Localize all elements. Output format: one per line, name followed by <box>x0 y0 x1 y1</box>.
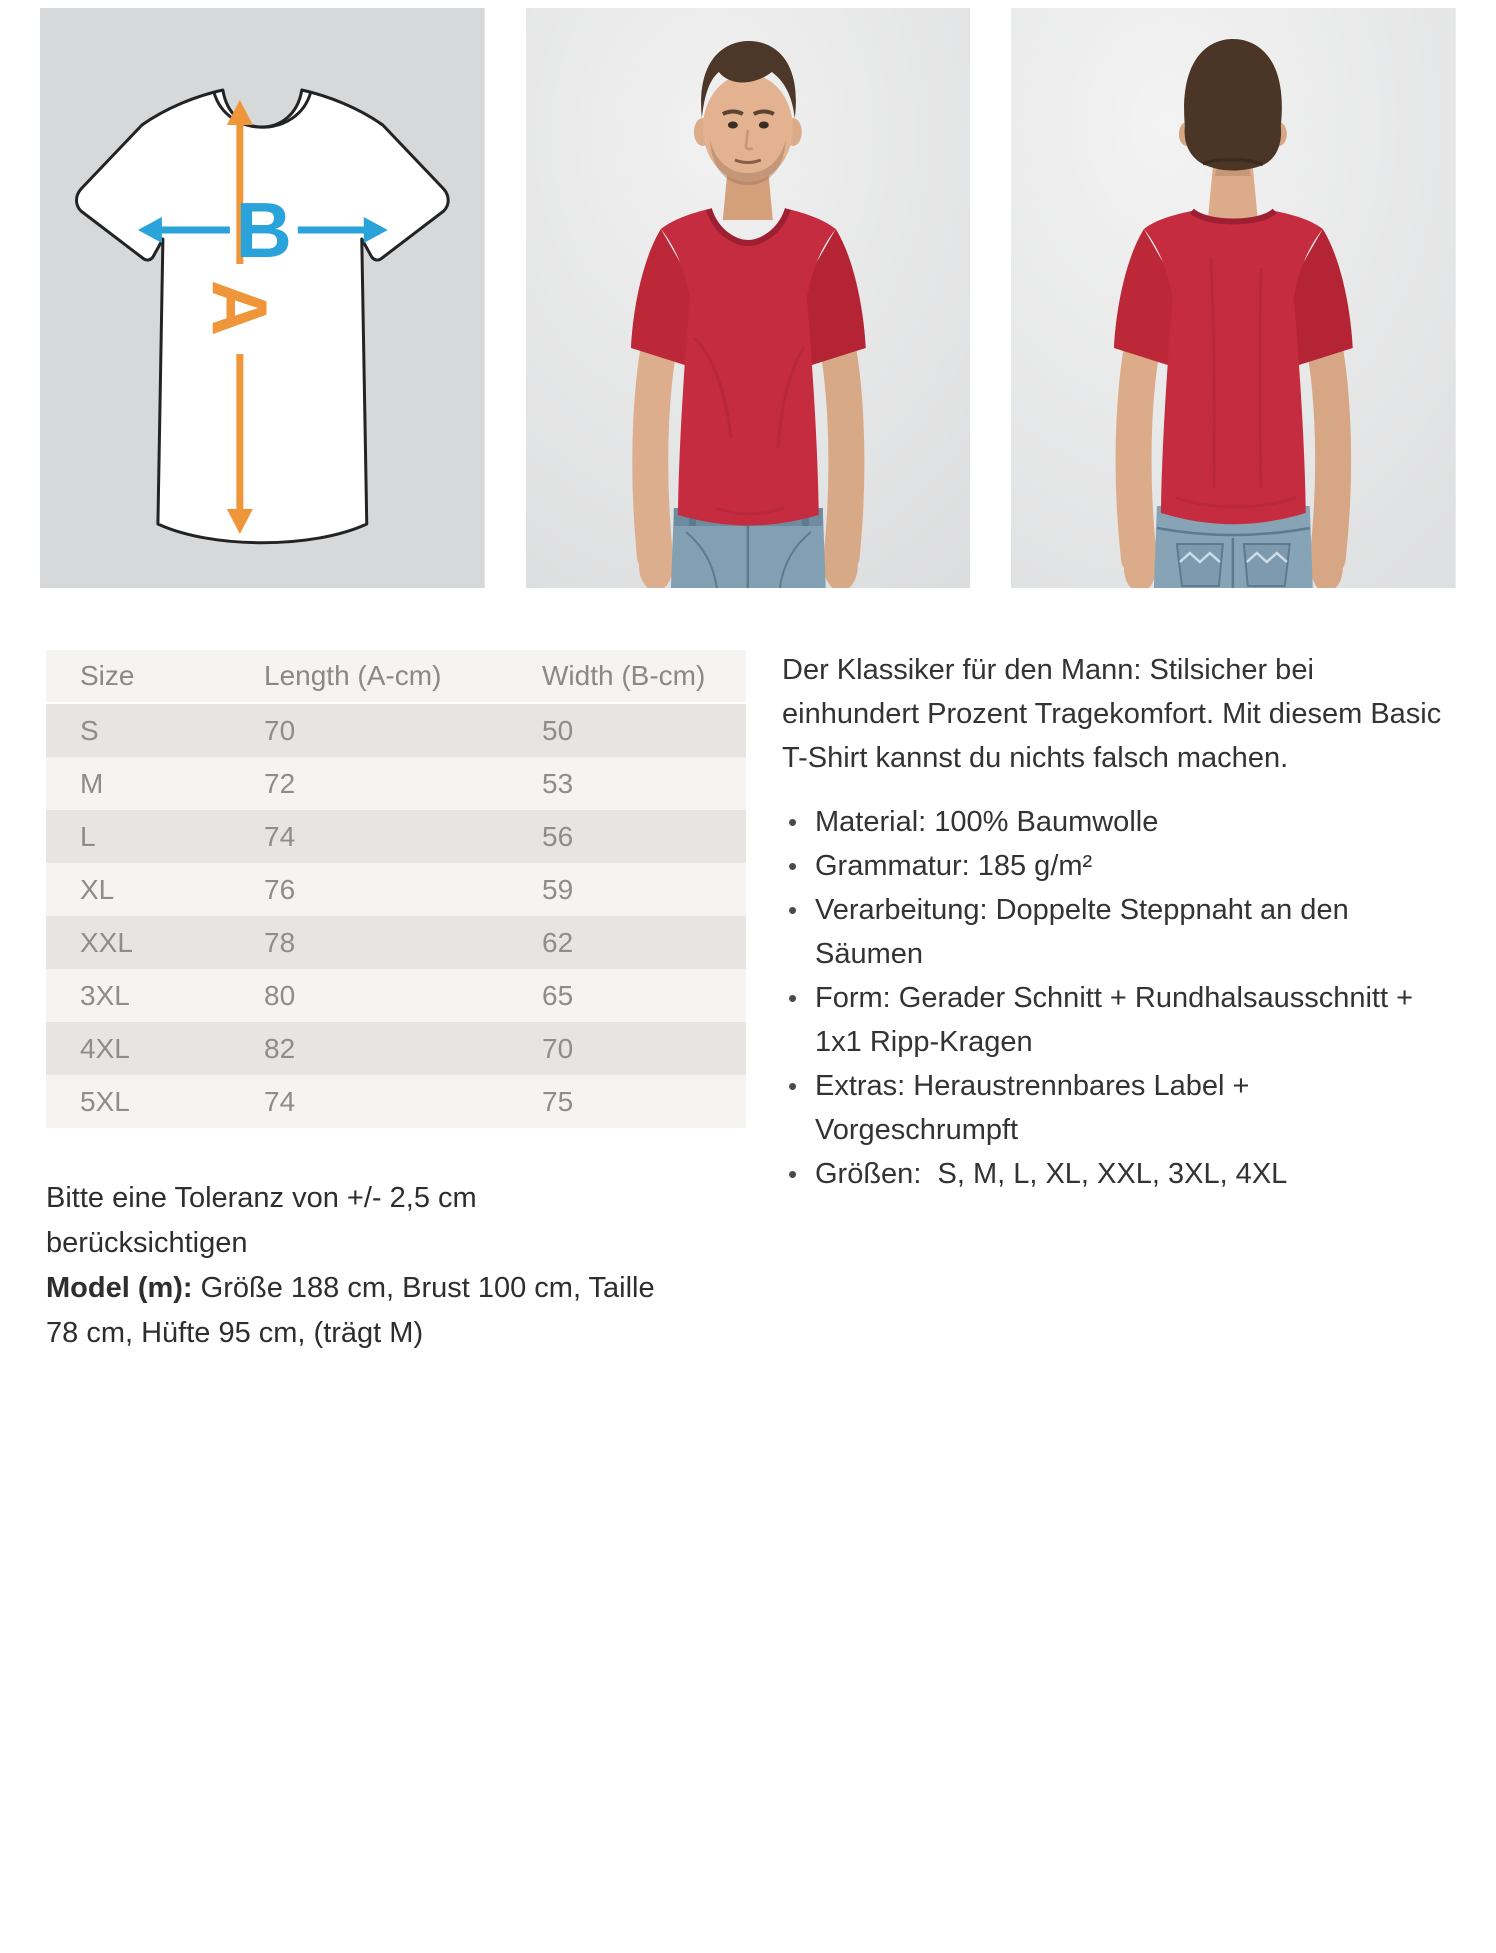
bullet-text: Extras: Heraustrennbares Label + Vorgeschrumpft <box>815 1070 1258 1146</box>
description-bullets <box>782 800 1458 1196</box>
cell-size: 3XL <box>80 979 130 1011</box>
cell-size: M <box>80 767 104 799</box>
cell-width: 53 <box>542 767 574 799</box>
cell-size: XL <box>80 873 115 905</box>
cell-length: 74 <box>264 820 296 852</box>
bullet-text: Größen: S, M, L, XL, XXL, 3XL, 4XL <box>815 1158 1288 1190</box>
description-intro: Der Klassiker für den Mann: Stilsicher bei einhundert Prozent Tragekomfort. Mit diesem Basic T-Shirt kannst du nichts falsch machen. <box>782 654 1442 774</box>
cell-width: 75 <box>542 1085 574 1117</box>
column-header-size: Size <box>80 660 135 691</box>
bullet-item <box>782 976 1458 1064</box>
model-front-illustration <box>526 8 971 588</box>
tolerance-note: Bitte eine Toleranz von +/- 2,5 cm berücksichtigen <box>46 1182 477 1259</box>
size-table <box>46 650 746 1128</box>
cell-width: 62 <box>542 926 574 958</box>
back-pocket-left <box>1177 544 1223 586</box>
column-header-width: Width (B-cm) <box>542 660 706 691</box>
bullet-text: Grammatur: 185 g/m² <box>815 850 1093 882</box>
bullet-text: Form: Gerader Schnitt + Rundhalsausschnitt + 1x1 Ripp-Kragen <box>815 982 1422 1058</box>
product-images-row <box>40 8 1456 588</box>
bullet-icon <box>788 888 797 932</box>
column-header-length: Length (A-cm) <box>264 660 442 691</box>
table-row <box>46 916 746 969</box>
product-description <box>782 648 1458 1196</box>
table-row <box>46 863 746 916</box>
cell-size: 5XL <box>80 1085 130 1117</box>
length-arrow-label: A <box>195 279 284 337</box>
bullet-item <box>782 800 1458 844</box>
model-info-text: Größe 188 cm, Brust 100 cm, Taille 78 cm, Hüfte 95 cm, (trägt M) <box>46 1272 655 1349</box>
cell-size: S <box>80 714 99 746</box>
model-info <box>46 1266 671 1356</box>
cell-length: 72 <box>264 767 296 799</box>
cell-length: 74 <box>264 1085 296 1117</box>
bullet-icon <box>788 800 797 844</box>
cell-width: 70 <box>542 1032 574 1064</box>
cell-size: XXL <box>80 926 133 958</box>
cell-length: 76 <box>264 873 296 905</box>
cell-length: 78 <box>264 926 296 958</box>
bullet-icon <box>788 976 797 1020</box>
model-front-photo <box>526 8 971 588</box>
table-row <box>46 1022 746 1075</box>
model-info-label: Model (m): <box>46 1272 193 1304</box>
bullet-icon <box>788 1064 797 1108</box>
bullet-text: Verarbeitung: Doppelte Steppnaht an den Säumen <box>815 894 1357 970</box>
measurement-diagram-illustration <box>40 8 485 588</box>
bullet-icon <box>788 844 797 888</box>
table-row <box>46 969 746 1022</box>
model-back-illustration <box>1011 8 1456 588</box>
cell-size: 4XL <box>80 1032 130 1064</box>
model-back-photo <box>1011 8 1456 588</box>
cell-width: 65 <box>542 979 574 1011</box>
cell-length: 82 <box>264 1032 296 1064</box>
table-row <box>46 1075 746 1128</box>
measurement-notes <box>46 1176 671 1356</box>
bullet-item <box>782 888 1458 976</box>
cell-width: 56 <box>542 820 574 852</box>
table-row <box>46 757 746 810</box>
size-table-header <box>46 650 746 702</box>
table-row <box>46 810 746 863</box>
back-pocket-right <box>1244 544 1290 586</box>
cell-width: 50 <box>542 714 574 746</box>
cell-length: 80 <box>264 979 296 1011</box>
cell-length: 70 <box>264 714 296 746</box>
table-row <box>46 704 746 757</box>
cell-size: L <box>80 820 96 852</box>
width-arrow-label: B <box>235 185 292 275</box>
bullet-item <box>782 844 1458 888</box>
bullet-text: Material: 100% Baumwolle <box>815 806 1159 838</box>
bullet-item <box>782 1152 1458 1196</box>
measurement-diagram <box>40 8 485 588</box>
bullet-icon <box>788 1152 797 1196</box>
cell-width: 59 <box>542 873 574 905</box>
bullet-item <box>782 1064 1458 1152</box>
hair-back <box>1184 39 1282 171</box>
